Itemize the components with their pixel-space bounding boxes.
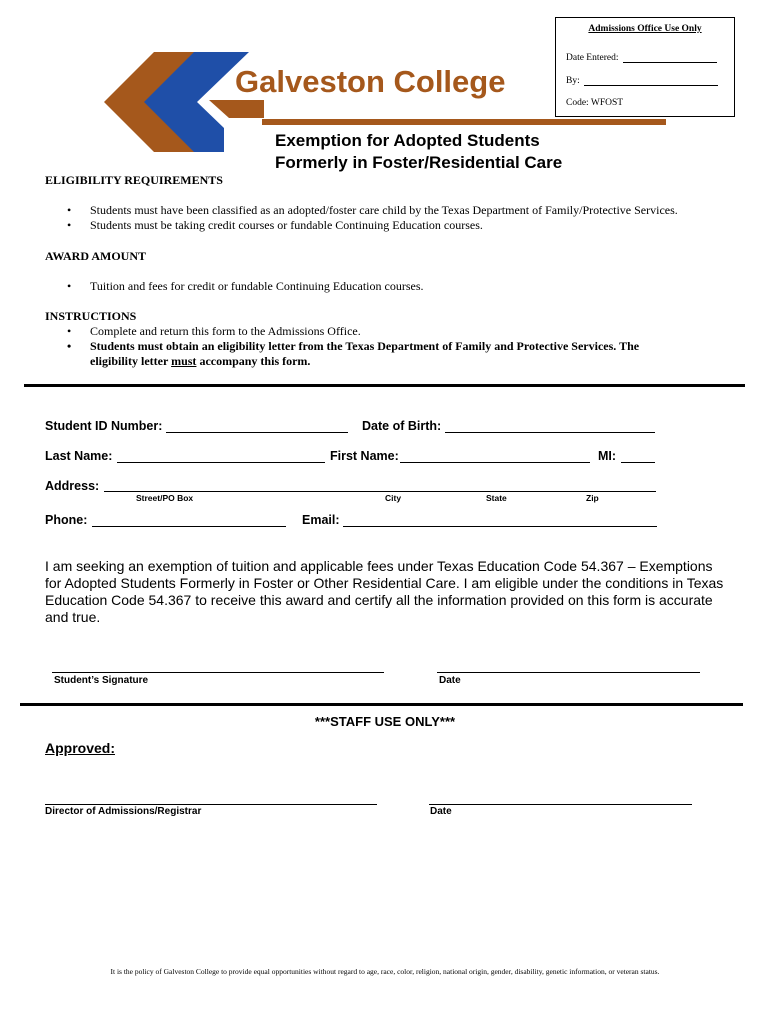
- director-date-label: Date: [430, 806, 452, 817]
- mi-label: MI:: [598, 449, 617, 463]
- email-label: Email:: [302, 513, 340, 527]
- office-box-title: Admissions Office Use Only: [588, 24, 702, 34]
- award-item: • Tuition and fees for credit or fundable Continuing Education courses.: [45, 279, 424, 294]
- instructions-item-text: Students must obtain an eligibility letter from the Texas Department of Family and Protective Services. The: [90, 339, 640, 353]
- student-signature-label: Student’s Signature: [54, 675, 149, 686]
- email-field[interactable]: [343, 513, 657, 527]
- award-heading: AWARD AMOUNT: [45, 249, 147, 263]
- eligibility-item: • Students must be taking credit courses or fundable Continuing Education courses.: [45, 218, 678, 233]
- form-title-line1: Exemption for Adopted Students: [275, 131, 540, 150]
- eligibility-list: [45, 203, 678, 233]
- student-signature-field[interactable]: [52, 660, 384, 673]
- form-title-line2: Formerly in Foster/Residential Care: [275, 153, 563, 172]
- form-title: [275, 130, 562, 174]
- by-label: By:: [566, 76, 580, 86]
- eligibility-heading: ELIGIBILITY REQUIREMENTS: [45, 173, 223, 187]
- zip-sublabel: Zip: [586, 493, 599, 503]
- last-name-label: Last Name:: [45, 449, 113, 463]
- student-date-label: Date: [439, 675, 461, 686]
- student-id-label: Student ID Number:: [45, 419, 163, 433]
- approved-label: Approved:: [45, 740, 115, 756]
- director-date-field[interactable]: [429, 792, 692, 805]
- mi-field[interactable]: [621, 449, 655, 463]
- must-emphasis: must: [171, 354, 197, 368]
- staff-use-heading: ***STAFF USE ONLY***: [314, 714, 456, 729]
- director-label: Director of Admissions/Registrar: [45, 806, 202, 817]
- address-label: Address:: [45, 479, 100, 493]
- instructions-item-text: eligibility letter: [90, 354, 172, 368]
- student-date-field[interactable]: [437, 660, 700, 673]
- equal-opportunity-policy: It is the policy of Galveston College to provide equal opportunities without regard to age, race, color, religion, national origin, gender, disability, genetic information, or veteran status.: [110, 967, 660, 976]
- instructions-heading: INSTRUCTIONS: [45, 309, 137, 323]
- city-sublabel: City: [385, 493, 402, 503]
- address-field[interactable]: [104, 479, 656, 492]
- code-label: Code: WFOST: [566, 98, 624, 108]
- logo-underline-bar: [262, 119, 666, 125]
- instructions-item-text: accompany this form.: [196, 354, 311, 368]
- section-divider: [24, 384, 745, 387]
- director-signature-field[interactable]: [45, 792, 377, 805]
- date-entered-label: Date Entered:: [566, 53, 619, 63]
- phone-label: Phone:: [45, 513, 88, 527]
- street-sublabel: Street/PO Box: [136, 493, 194, 503]
- first-name-field[interactable]: [400, 449, 590, 463]
- dob-field[interactable]: [445, 419, 655, 433]
- last-name-field[interactable]: [117, 449, 325, 463]
- state-sublabel: State: [486, 493, 507, 503]
- student-id-field[interactable]: [166, 419, 348, 433]
- eligibility-item: • Students must have been classified as an adopted/foster care child by the Texas Department of Family/Protective Services.: [45, 203, 678, 218]
- certification-statement: I am seeking an exemption of tuition and applicable fees under Texas Education Code 54.367 – Exemptions for Adopted Students Formerly in Foster or Other Residential Care. I am eligible under the conditions in Texas Education Code 54.367 to receive this award and certify all the information provided on this form is accurate and true.: [45, 558, 724, 625]
- staff-divider: [20, 703, 743, 706]
- college-name: Galveston College: [235, 64, 506, 99]
- instructions-list: [45, 324, 725, 369]
- logo-brown-stripe: [209, 100, 264, 118]
- first-name-label: First Name:: [330, 449, 399, 463]
- dob-label: Date of Birth:: [362, 419, 442, 433]
- phone-field[interactable]: [92, 513, 286, 527]
- instructions-item: • Complete and return this form to the Admissions Office.: [45, 324, 725, 339]
- instructions-item: [45, 339, 725, 369]
- award-list: [45, 279, 424, 294]
